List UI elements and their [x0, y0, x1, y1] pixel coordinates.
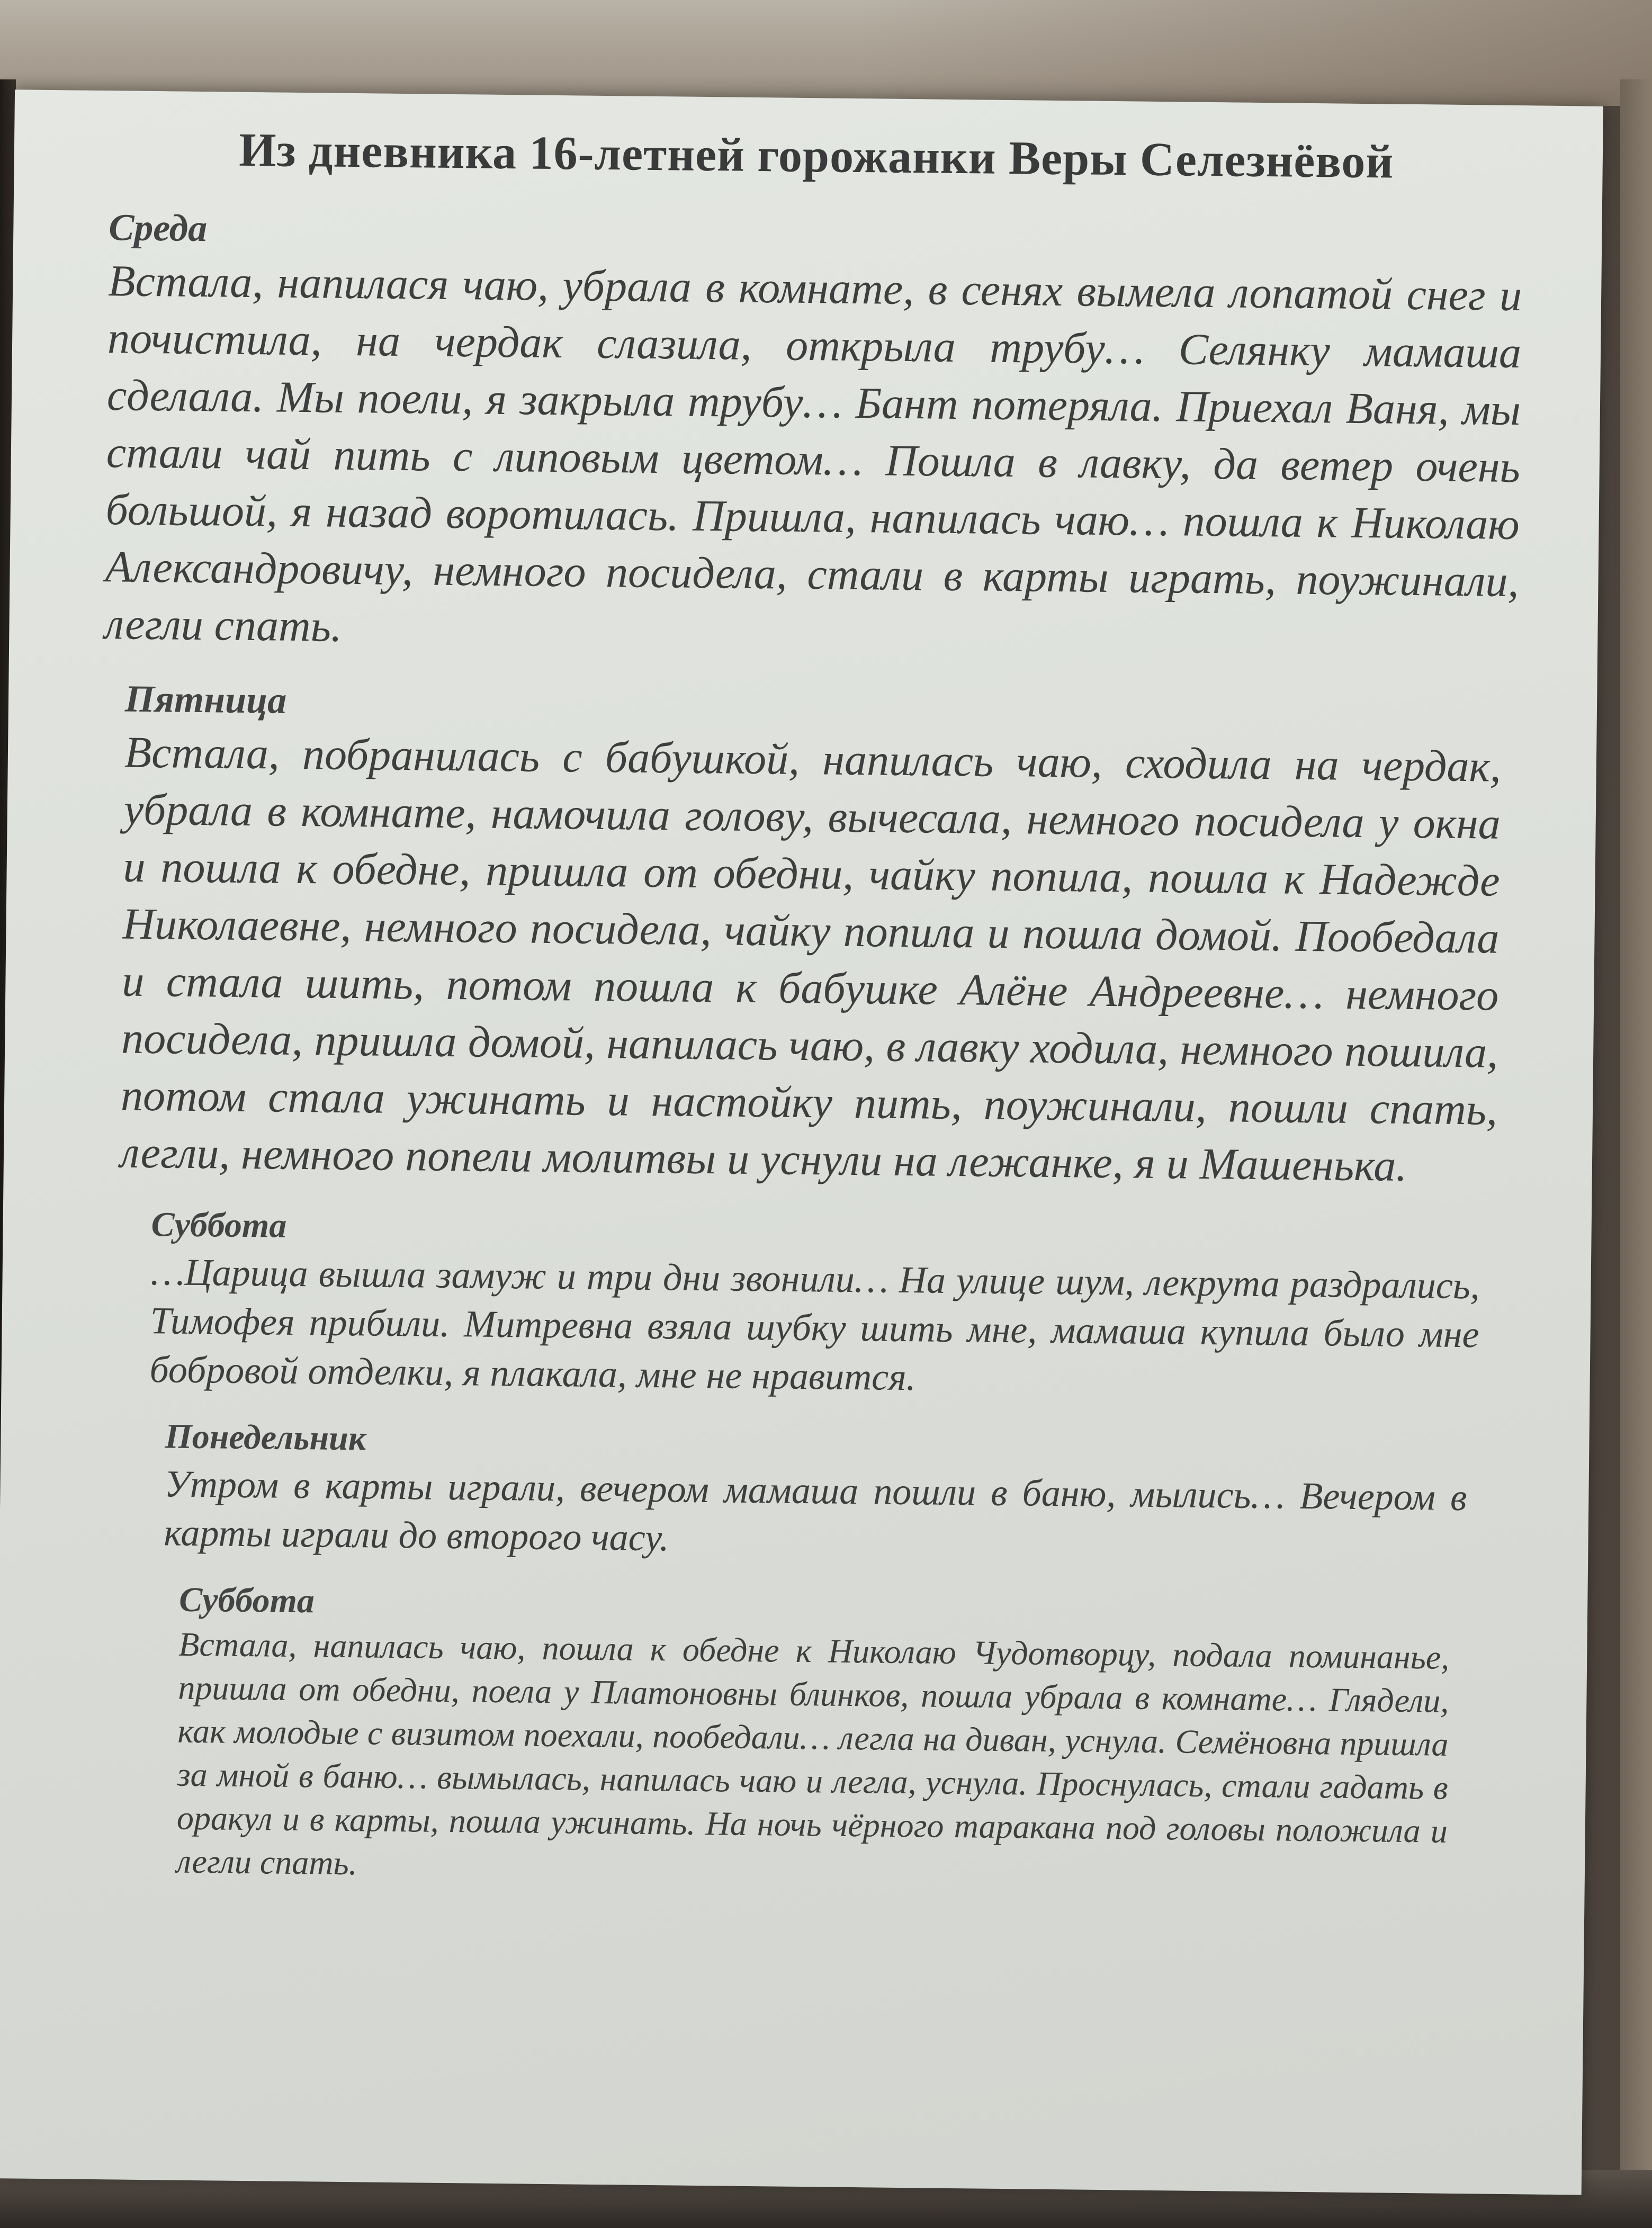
diary-entry: [96, 1201, 1512, 1408]
diary-entry: [95, 1413, 1510, 1571]
diary-entry: [99, 673, 1518, 1196]
entry-day: Пятница: [124, 677, 287, 722]
diary-entry: [92, 1576, 1509, 1897]
entry-text: Встала, побранилась с бабушкой, напилась чаю, сходила на чердак, убрала в комнате, намочила голову, вычесала, немного посидела у окна и пошла к обедне, пришла от обедни, чайку попила, пошла к Надежде Николаевне, немного посидела, чайку попила и пошла домой. Пообедала и стала шить, потом пошла к бабушке Алёне Андреевне… немного посидела, пришла домой, напилась чаю, в лавку ходила, немного пошила, потом стала ужинать и настойку пить, поужинали, пошли спать, легли, немного попели молитвы и уснули на лежанке, я и Машенька.: [120, 727, 1502, 1191]
entry-text: Встала, напилася чаю, убрала в комнате, в сенях вымела лопатой снег и почистила, на чердак слазила, открыла трубу… Селянку мамаша сделала. Мы поели, я закрыла трубу… Бант потеряла. Приехал Ваня, мы стали чай пить с липовым цветом… Пошла в лавку, да ветер очень большой, я назад воротилась. Пришла, напилась чаю… пошла к Николаю Александровичу, немного посидела, стали в карты играть, поужинали, легли спать.: [104, 256, 1522, 651]
entry-text: Встала, напилась чаю, пошла к обедне к Николаю Чудотворцу, подала поминанье, пришла от обедни, поела у Платоновны блинков, пошла убрала в комнате… Глядели, как молодые с визитом поехали, пообедали… легла на диван, уснула. Семёновна пришла за мной в баню… вымылась, напилась чаю и легла, уснула. Проснулась, стали гадать в оракул и в карты, пошла ужинать. На ночь чёрного таракана под головы положила и легли спать.: [176, 1625, 1450, 1882]
entry-day: Суббота: [178, 1580, 315, 1621]
entry-text: Утром в карты играли, вечером мамаша пошли в баню, мылись… Вечером в карты играли до второго часу.: [164, 1462, 1467, 1559]
diary-entry: [104, 202, 1523, 668]
placard-title: Из дневника 16-летней горожанки Веры Селезнёвой: [238, 123, 1394, 188]
entry-day: Понедельник: [165, 1417, 366, 1458]
display-case-frame-right: [1620, 79, 1652, 2228]
museum-placard: [0, 89, 1603, 2195]
entry-text: …Царица вышла замуж и три дни звонили… На улице шум, лекрута раздрались, Тимофея прибили. Митревна взяла шубку шить мне, мамаша купила было мне бобровой отделки, я плакала, мне не нравится.: [149, 1251, 1480, 1399]
entry-day: Среда: [108, 206, 208, 250]
background-wall: [0, 0, 1652, 106]
entry-day: Суббота: [151, 1205, 287, 1245]
